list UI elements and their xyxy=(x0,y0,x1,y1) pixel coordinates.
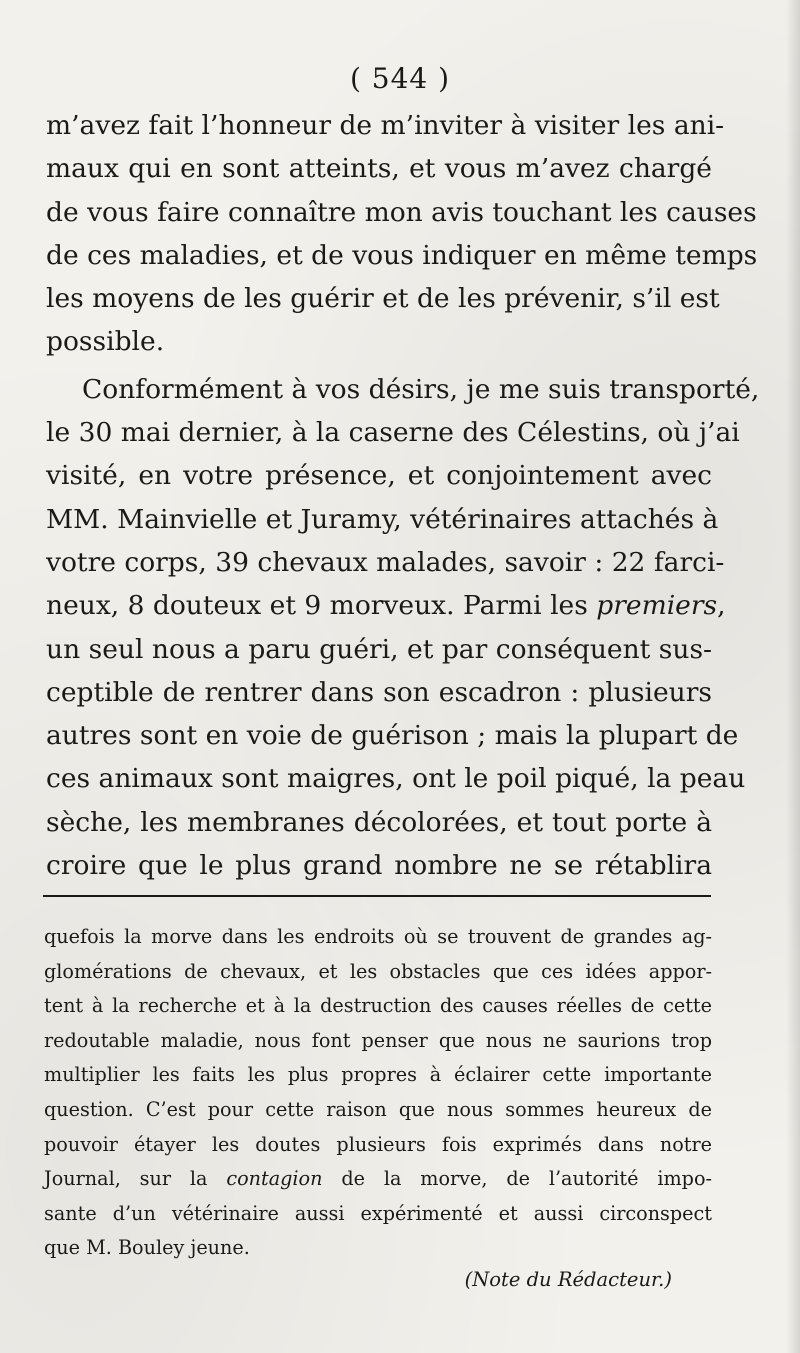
text-line: sèche, les membranes décolorées, et tout porte à xyxy=(46,806,712,838)
text-line: autres sont en voie de guérison ; mais la plupart de xyxy=(46,720,739,752)
main-text xyxy=(46,104,760,887)
footnote xyxy=(44,920,712,1266)
text-line: ces animaux sont maigres, ont le poil piqué, la peau xyxy=(46,763,746,795)
footnote-line xyxy=(44,1162,712,1197)
text-line: votre corps, 39 chevaux malades, savoir : 22 farci- xyxy=(46,546,725,578)
paragraph-1 xyxy=(46,104,758,364)
italic-word: contagion xyxy=(226,1167,323,1191)
footnote-line: tent à la recherche et à la destruction des causes réelles de cette xyxy=(44,994,712,1018)
text-line: un seul nous a paru guéri, et par conséquent sus- xyxy=(46,633,712,665)
footnote-line: sante d’un vétérinaire aussi expérimenté et aussi circonspect xyxy=(44,1201,712,1225)
paragraph-2 xyxy=(46,368,760,888)
text-segment: Journal, sur la xyxy=(44,1167,227,1191)
text-line: MM. Mainvielle et Juramy, vétérinaires attachés à xyxy=(46,503,719,535)
footnote-line: multiplier les faits les plus propres à éclairer cette importante xyxy=(44,1063,712,1087)
text-line: de ces maladies, et de vous indiquer en même temps xyxy=(46,239,758,271)
italic-word: premiers xyxy=(596,590,718,622)
editor-note-signature: (Note du Rédacteur.) xyxy=(464,1268,672,1291)
text-line: visité, en votre présence, et conjointement avec xyxy=(46,460,712,492)
footnote-line: question. C’est pour cette raison que nous sommes heureux de xyxy=(44,1097,712,1121)
footnote-line: redoutable maladie, nous font penser que nous ne saurions trop xyxy=(44,1028,712,1052)
text-line: possible. xyxy=(46,326,165,358)
page-number: ( 544 ) xyxy=(349,62,451,95)
footnote-separator xyxy=(43,895,711,897)
text-line xyxy=(46,584,726,627)
text-line: Conformément à vos désirs, je me suis transporté, xyxy=(82,373,760,405)
text-line: le 30 mai dernier, à la caserne des Célestins, où j’ai xyxy=(46,417,740,449)
text-segment: neux, 8 douteux et 9 morveux. Parmi les xyxy=(46,590,597,622)
footnote-line: glomérations de chevaux, et les obstacles que ces idées appor- xyxy=(44,959,712,983)
page-edge-shadow xyxy=(786,0,800,1353)
text-segment: , xyxy=(717,590,726,622)
text-line: les moyens de les guérir et de les prévenir, s’il est xyxy=(46,283,720,315)
text-segment: de la morve, de l’autorité impo- xyxy=(322,1167,712,1191)
footnote-line: pouvoir étayer les doutes plusieurs fois exprimés dans notre xyxy=(44,1132,712,1156)
text-line: croire que le plus grand nombre ne se rétablira xyxy=(46,850,712,882)
text-line: ceptible de rentrer dans son escadron : plusieurs xyxy=(46,676,712,708)
text-line: de vous faire connaître mon avis touchant les causes xyxy=(46,196,757,228)
footnote-line: que M. Bouley jeune. xyxy=(44,1236,250,1260)
text-line: m’avez fait l’honneur de m’inviter à visiter les ani- xyxy=(46,110,725,141)
text-line: maux qui en sont atteints, et vous m’avez chargé xyxy=(46,153,712,185)
footnote-line: quefois la morve dans les endroits où se trouvent de grandes ag- xyxy=(44,925,712,948)
